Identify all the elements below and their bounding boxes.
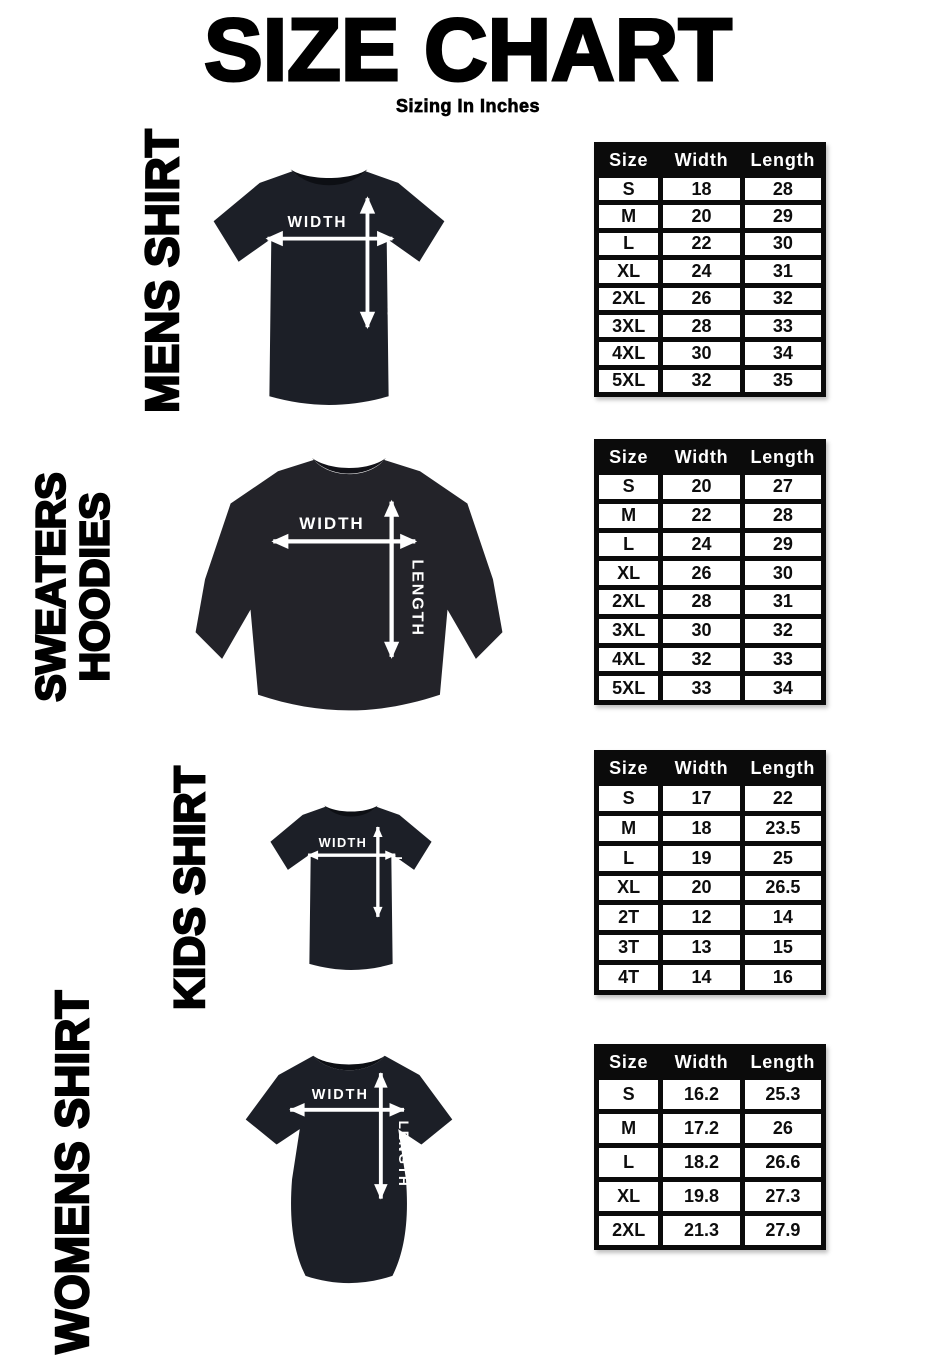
table-cell: 33 — [745, 648, 821, 672]
table-cell: 35 — [745, 370, 821, 392]
table-row — [599, 935, 821, 960]
table-cell: 30 — [745, 561, 821, 585]
table-row — [599, 260, 821, 282]
table-cell: 29 — [745, 205, 821, 227]
table-cell: 28 — [663, 315, 739, 337]
table-cell: 26 — [663, 288, 739, 310]
table-cell: 30 — [663, 619, 739, 643]
label-line: HOODIES — [72, 492, 118, 682]
table-cell: 32 — [745, 288, 821, 310]
table-cell: 2XL — [599, 590, 658, 614]
kids-shirt-image — [260, 788, 442, 976]
sweater-image — [188, 441, 510, 727]
table-row — [599, 342, 821, 364]
length-label: LENGTH — [408, 559, 427, 637]
mens-shirt-size-table — [594, 142, 826, 397]
table-cell: 29 — [745, 533, 821, 557]
table-cell: S — [599, 786, 658, 811]
womens-shirt-image — [238, 1032, 460, 1288]
table-row — [599, 786, 821, 811]
table-cell: 27.3 — [745, 1182, 821, 1211]
table-row — [599, 1080, 821, 1109]
table-row — [599, 504, 821, 528]
size-table — [594, 142, 826, 397]
section-label-sweaters-hoodies — [29, 472, 118, 701]
table-cell: 5XL — [599, 676, 658, 700]
tshirt-silhouette — [214, 171, 445, 405]
size-table — [594, 439, 826, 705]
table-cell: 33 — [745, 315, 821, 337]
table-cell: 13 — [663, 935, 739, 960]
table-cell: 17 — [663, 786, 739, 811]
table-cell: 33 — [663, 676, 739, 700]
table-row — [599, 370, 821, 392]
column-header: Length — [745, 444, 821, 470]
size-table — [594, 750, 826, 995]
column-header: Size — [599, 444, 658, 470]
table-header-row — [599, 444, 821, 470]
table-cell: L — [599, 1148, 658, 1177]
table-cell: XL — [599, 1182, 658, 1211]
table-row — [599, 876, 821, 901]
table-cell: 20 — [663, 475, 739, 499]
table-cell: M — [599, 816, 658, 841]
table-row — [599, 965, 821, 990]
label-line: KIDS SHIRT — [165, 766, 214, 1010]
width-label: WIDTH — [311, 1087, 369, 1104]
table-cell: 34 — [745, 676, 821, 700]
table-cell: 2T — [599, 905, 658, 930]
label-line: MENS SHIRT — [136, 129, 189, 413]
table-cell: 31 — [745, 260, 821, 282]
size-table — [594, 1044, 826, 1250]
kids-shirt-size-table — [594, 750, 826, 995]
table-cell: S — [599, 178, 658, 200]
table-row — [599, 1216, 821, 1245]
table-header-row — [599, 1049, 821, 1075]
table-cell: 28 — [745, 504, 821, 528]
table-cell: 26 — [745, 1114, 821, 1143]
column-header: Width — [663, 1049, 739, 1075]
table-cell: 5XL — [599, 370, 658, 392]
column-header: Width — [663, 444, 739, 470]
table-cell: L — [599, 533, 658, 557]
table-cell: 24 — [663, 533, 739, 557]
length-label: LENGTH — [390, 856, 405, 915]
table-row — [599, 1182, 821, 1211]
table-cell: 34 — [745, 342, 821, 364]
table-cell: 18.2 — [663, 1148, 739, 1177]
table-row — [599, 905, 821, 930]
table-cell: 32 — [745, 619, 821, 643]
table-cell: 22 — [663, 233, 739, 255]
table-header-row — [599, 147, 821, 173]
tshirt-silhouette — [270, 807, 431, 970]
table-row — [599, 648, 821, 672]
table-cell: XL — [599, 876, 658, 901]
table-row — [599, 816, 821, 841]
table-header-row — [599, 755, 821, 781]
column-header: Size — [599, 755, 658, 781]
table-cell: L — [599, 846, 658, 871]
label-line: SWEATERS — [27, 472, 74, 702]
table-cell: XL — [599, 561, 658, 585]
table-cell: 3T — [599, 935, 658, 960]
label-line: WOMENS SHIRT — [46, 990, 99, 1354]
column-header: Size — [599, 147, 658, 173]
table-row — [599, 178, 821, 200]
section-label-womens-shirt — [48, 991, 98, 1354]
table-cell: XL — [599, 260, 658, 282]
table-cell: 32 — [663, 648, 739, 672]
length-label: LENGTH — [383, 246, 400, 318]
section-label-mens-shirt — [138, 129, 188, 413]
table-cell: 19.8 — [663, 1182, 739, 1211]
column-header: Width — [663, 755, 739, 781]
table-cell: 16.2 — [663, 1080, 739, 1109]
table-cell: 26.5 — [745, 876, 821, 901]
table-row — [599, 475, 821, 499]
table-cell: M — [599, 1114, 658, 1143]
table-cell: 19 — [663, 846, 739, 871]
length-label: LENGTH — [396, 1120, 412, 1188]
table-row — [599, 288, 821, 310]
sweaters-hoodies-size-table — [594, 439, 826, 705]
table-cell: M — [599, 205, 658, 227]
table-cell: 17.2 — [663, 1114, 739, 1143]
table-row — [599, 1114, 821, 1143]
table-row — [599, 846, 821, 871]
table-cell: 22 — [745, 786, 821, 811]
table-cell: 4XL — [599, 342, 658, 364]
table-cell: 12 — [663, 905, 739, 930]
womens-shirt-size-table — [594, 1044, 826, 1250]
page-subtitle: Sizing In Inches — [395, 96, 541, 116]
table-cell: 15 — [745, 935, 821, 960]
table-cell: 25 — [745, 846, 821, 871]
table-cell: 20 — [663, 876, 739, 901]
table-cell: 26.6 — [745, 1148, 821, 1177]
table-cell: 3XL — [599, 619, 658, 643]
table-row — [599, 533, 821, 557]
table-cell: 30 — [663, 342, 739, 364]
mens-shirt-image — [204, 140, 454, 418]
width-label: WIDTH — [318, 835, 368, 851]
table-row — [599, 205, 821, 227]
table-row — [599, 590, 821, 614]
table-cell: S — [599, 1080, 658, 1109]
column-header: Length — [745, 1049, 821, 1075]
width-label: WIDTH — [287, 214, 348, 232]
table-cell: 24 — [663, 260, 739, 282]
table-cell: 22 — [663, 504, 739, 528]
width-label: WIDTH — [299, 514, 365, 534]
table-cell: 18 — [663, 178, 739, 200]
table-cell: 14 — [663, 965, 739, 990]
column-header: Length — [745, 755, 821, 781]
section-label-kids-shirt — [167, 766, 213, 1010]
table-row — [599, 315, 821, 337]
table-cell: 20 — [663, 205, 739, 227]
column-header: Size — [599, 1049, 658, 1075]
table-row — [599, 1148, 821, 1177]
table-cell: S — [599, 475, 658, 499]
table-cell: 16 — [745, 965, 821, 990]
table-cell: 2XL — [599, 288, 658, 310]
table-cell: 27.9 — [745, 1216, 821, 1245]
table-cell: 31 — [745, 590, 821, 614]
table-cell: 26 — [663, 561, 739, 585]
table-cell: 2XL — [599, 1216, 658, 1245]
page-title: SIZE CHART — [204, 0, 732, 99]
table-row — [599, 619, 821, 643]
table-cell: L — [599, 233, 658, 255]
table-cell: 4T — [599, 965, 658, 990]
table-row — [599, 561, 821, 585]
table-row — [599, 676, 821, 700]
table-cell: 27 — [745, 475, 821, 499]
table-cell: M — [599, 504, 658, 528]
sweater-silhouette — [196, 460, 503, 710]
table-cell: 30 — [745, 233, 821, 255]
page-header — [0, 0, 936, 117]
table-row — [599, 233, 821, 255]
table-cell: 14 — [745, 905, 821, 930]
table-cell: 25.3 — [745, 1080, 821, 1109]
column-header: Length — [745, 147, 821, 173]
table-cell: 23.5 — [745, 816, 821, 841]
table-cell: 28 — [745, 178, 821, 200]
column-header: Width — [663, 147, 739, 173]
table-cell: 3XL — [599, 315, 658, 337]
table-cell: 4XL — [599, 648, 658, 672]
table-cell: 21.3 — [663, 1216, 739, 1245]
table-cell: 18 — [663, 816, 739, 841]
table-cell: 28 — [663, 590, 739, 614]
table-cell: 32 — [663, 370, 739, 392]
